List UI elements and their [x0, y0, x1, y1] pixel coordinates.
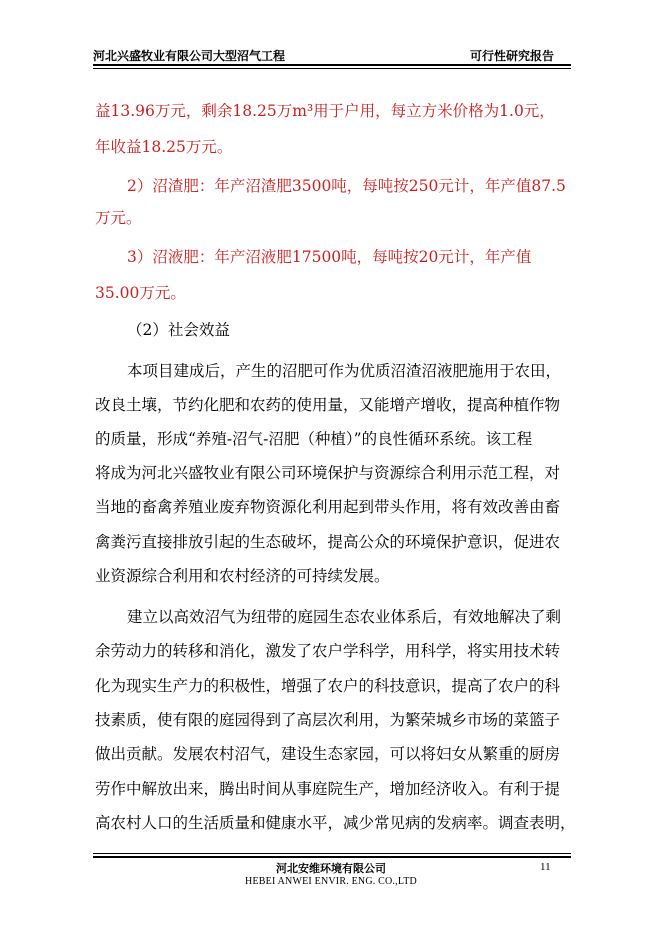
header-report-type: 可行性研究报告: [470, 49, 555, 63]
text-line: 高农村人口的生活质量和健康水平，减少常见病的发病率。调查表明，: [95, 814, 576, 832]
text-line: 益13.96万元，剩余18.25万m³用于户用，每立方米价格为1.0元，: [95, 102, 555, 120]
text-line: 禽粪污直接排放引起的生态破坏，提高公众的环境保护意识，促进农: [95, 533, 561, 551]
text-line: 35.00万元。: [95, 284, 186, 302]
text-line: 2）沼渣肥：年产沼渣肥3500吨，每吨按250元计，年产值87.5: [127, 177, 566, 195]
text-line: 劳作中解放出来，腾出时间从事庭院生产，增加经济收入。有利于提: [95, 780, 561, 798]
page-number: 11: [540, 861, 551, 873]
text-line: 建立以高效沼气为纽带的庭园生态农业体系后，有效地解决了剩: [127, 608, 562, 626]
footer-company-english: HEBEI ANWEI ENVIR. ENG. CO.,LTD: [245, 876, 417, 887]
text-line: 3）沼液肥：年产沼液肥17500吨，每吨按20元计，年产值: [127, 248, 532, 266]
text-line: 做出贡献。发展农村沼气，建设生态家园，可以将妇女从繁重的厨房: [95, 745, 561, 763]
text-line: 本项目建成后，产生的沼肥可作为优质沼渣沼液肥施用于农田，: [127, 362, 562, 380]
footer-rule-thick: [93, 856, 571, 858]
header-rule-thick: [93, 64, 571, 66]
footer-company-name: 河北安维环境有限公司: [276, 862, 386, 875]
text-line: 改良土壤，节约化肥和农药的使用量，又能增产增收，提高种植作物: [95, 396, 561, 414]
section-heading: （2）社会效益: [127, 321, 230, 339]
text-line: 当地的畜禽养殖业废弃物资源化利用起到带头作用，将有效改善由畜: [95, 498, 561, 516]
text-line: 将成为河北兴盛牧业有限公司环境保护与资源综合利用示范工程，对: [95, 464, 561, 482]
footer-rule-thin: [93, 853, 571, 854]
text-line: 化为现实生产力的积极性，增强了农户的科技意识，提高了农户的科: [95, 677, 561, 695]
text-line: 年收益18.25万元。: [95, 138, 233, 156]
header-project-title: 河北兴盛牧业有限公司大型沼气工程: [93, 49, 286, 63]
header-rule-thin: [93, 68, 571, 69]
text-line: 的质量，形成“养殖-沼气-沼肥（种植）”的良性循环系统。该工程: [95, 430, 533, 448]
text-line: 万元。: [95, 209, 142, 227]
text-line: 业资源综合利用和农村经济的可持续发展。: [95, 567, 390, 585]
text-line: 余劳动力的转移和消化，激发了农户学科学，用科学，将实用技术转: [95, 642, 561, 660]
text-line: 技素质，使有限的庭园得到了高层次利用，为繁荣城乡市场的菜篮子: [95, 711, 561, 729]
